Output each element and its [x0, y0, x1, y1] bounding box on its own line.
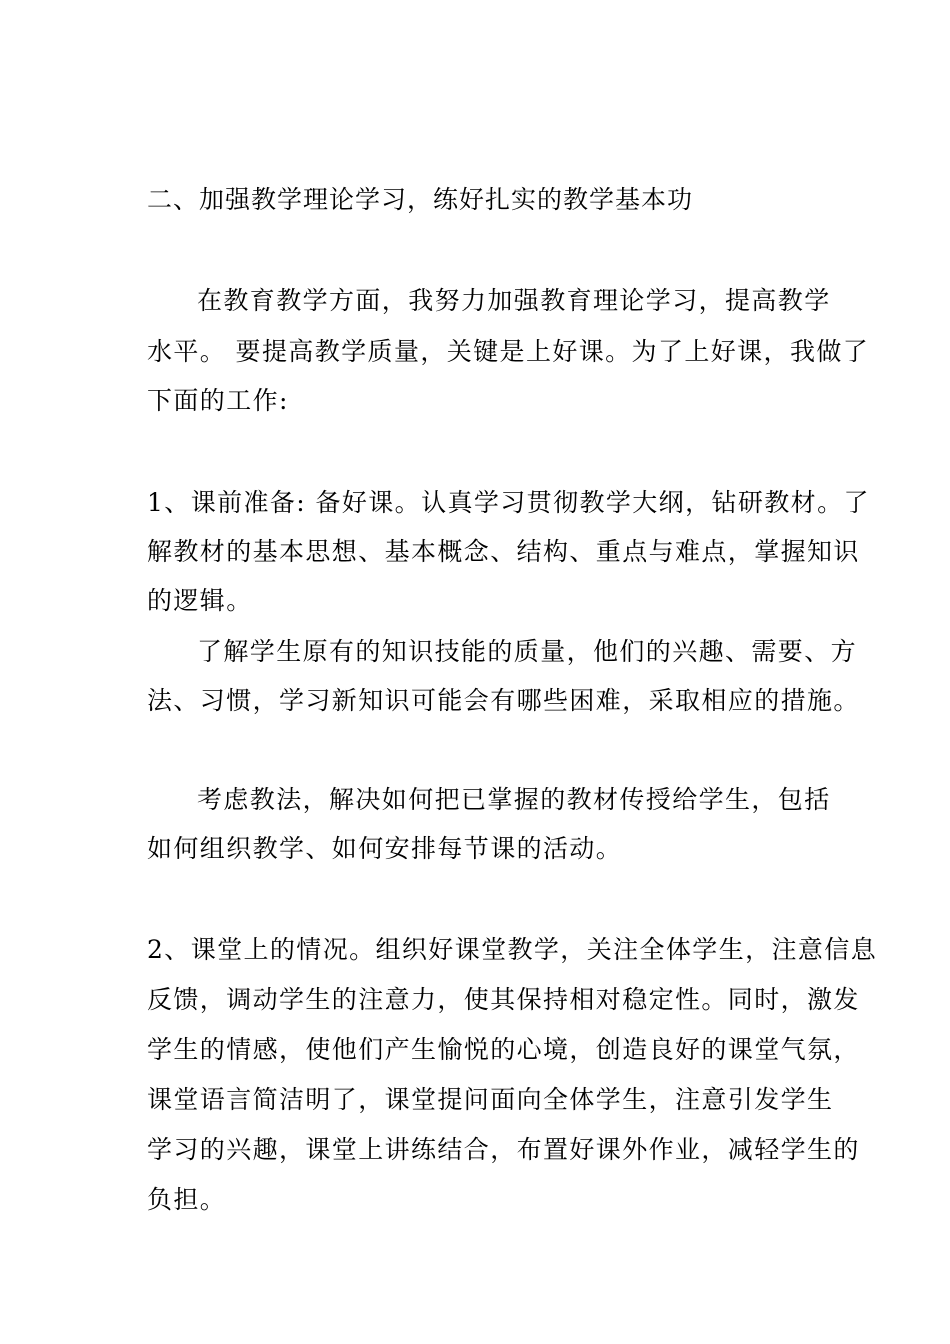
paragraph-line: 1、课前准备: 备好课。认真学习贯彻教学大纲，钻研教材。了: [147, 488, 870, 517]
paragraph-line: 学生的情感，使他们产生愉悦的心境，创造良好的课堂气氛，: [147, 1035, 860, 1064]
paragraph-line: 了解学生原有的知识技能的质量，他们的兴趣、需要、方: [197, 637, 858, 666]
paragraph-line: 如何组织教学、如何安排每节课的活动。: [147, 834, 623, 863]
section-heading: 二、加强教学理论学习，练好扎实的教学基本功: [147, 185, 694, 214]
paragraph-line: 法、习惯，学习新知识可能会有哪些困难，采取相应的措施。: [147, 686, 860, 715]
paragraph-line: 考虑教法，解决如何把已掌握的教材传授给学生，包括: [197, 785, 831, 814]
paragraph-line: 反馈，调动学生的注意力，使其保持相对稳定性。同时，激发: [147, 985, 860, 1014]
paragraph-line: 在教育教学方面，我努力加强教育理论学习，提高教学: [197, 286, 831, 315]
paragraph-line: 课堂语言简洁明了，课堂提问面向全体学生，注意引发学生: [147, 1085, 834, 1114]
paragraph-line: 下面的工作:: [147, 386, 289, 415]
paragraph-line: 2、课堂上的情况。组织好课堂教学，关注全体学生，注意信息: [147, 935, 878, 964]
paragraph-line: 负担。: [147, 1185, 227, 1214]
paragraph-line: 解教材的基本思想、基本概念、结构、重点与难点，掌握知识: [147, 537, 860, 566]
paragraph-line: 学习的兴趣，课堂上讲练结合，布置好课外作业，减轻学生的: [147, 1135, 860, 1164]
paragraph-line: 水平。 要提高教学质量，关键是上好课。为了上好课，我做了: [147, 337, 870, 366]
paragraph-line: 的逻辑。: [147, 586, 253, 615]
